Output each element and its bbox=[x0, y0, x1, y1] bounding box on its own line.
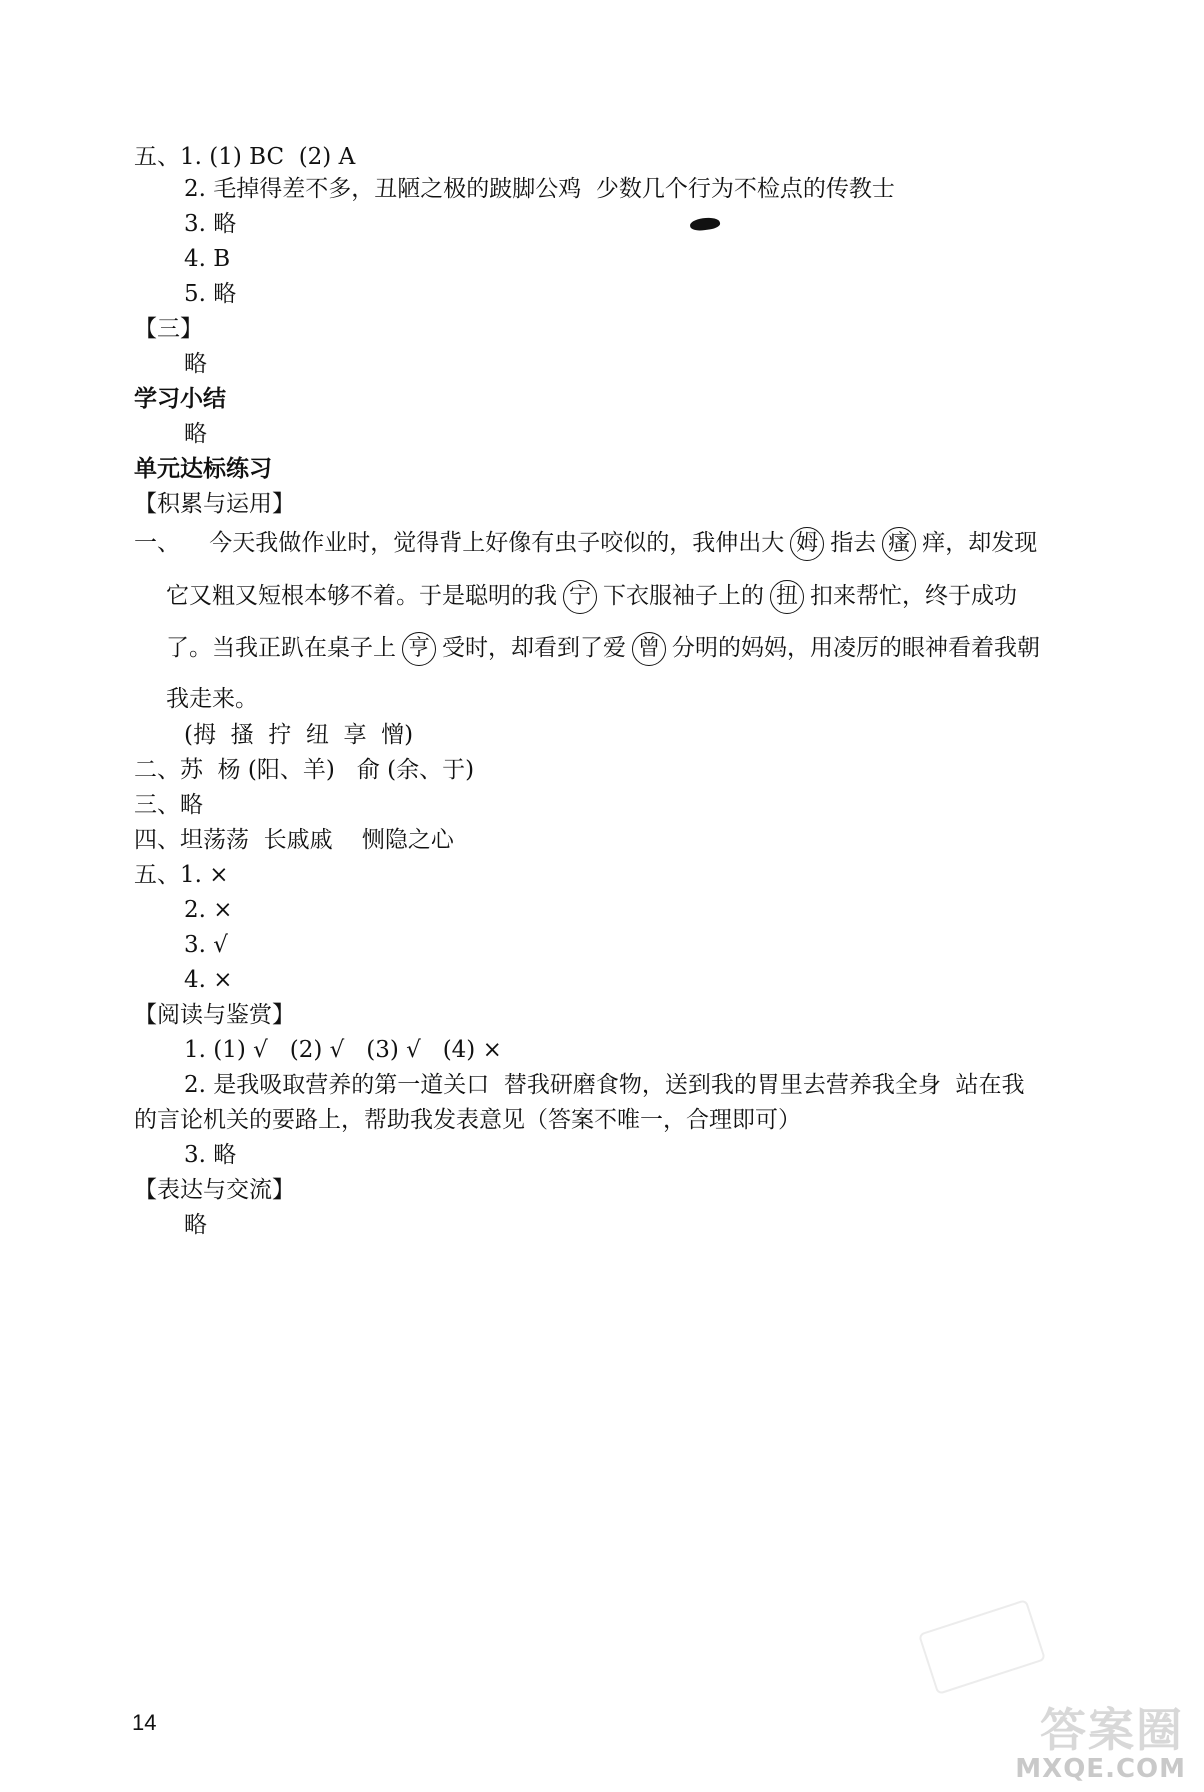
item-5-1: 五、1. (1) BC (2) A bbox=[134, 144, 356, 170]
ink-smudge bbox=[689, 216, 720, 232]
section-expression: 【表达与交流】 bbox=[134, 1177, 295, 1203]
text-segment: 扣来帮忙，终于成功 bbox=[810, 583, 1017, 609]
section-accumulation: 【积累与运用】 bbox=[134, 491, 295, 517]
page-number: 14 bbox=[132, 1710, 157, 1735]
item-5b-2: 2. × bbox=[184, 897, 233, 923]
section-three-answer: 略 bbox=[184, 351, 207, 377]
text-segment: 指去 bbox=[830, 530, 877, 556]
circled-char: 瘙 bbox=[882, 527, 916, 561]
circled-char: 亨 bbox=[402, 632, 436, 666]
item-5-5: 5. 略 bbox=[184, 281, 237, 307]
reading-2: 2. 是我吸取营养的第一道关口 替我研磨食物，送到我的胃里去营养我全身 站在我 bbox=[184, 1072, 1025, 1098]
circled-char: 扭 bbox=[770, 580, 804, 614]
item-5b-4: 4. × bbox=[184, 967, 233, 993]
correction-line-4: 我走来。 bbox=[166, 686, 258, 712]
text-segment: 一、 今天我做作业时，觉得背上好像有虫子咬似的，我伸出大 bbox=[134, 530, 785, 556]
text-segment: 它又粗又短根本够不着。于是聪明的我 bbox=[166, 583, 557, 609]
correction-line-3 bbox=[166, 632, 1040, 666]
item-5-2: 2. 毛掉得差不多，丑陋之极的跛脚公鸡 少数几个行为不检点的传教士 bbox=[184, 176, 895, 202]
item-2: 二、苏 杨 (阳、羊) 俞 (余、于) bbox=[134, 757, 475, 783]
correction-line-2 bbox=[166, 580, 1017, 614]
text-segment: 痒，却发现 bbox=[922, 530, 1038, 556]
item-4: 四、坦荡荡 长戚戚 恻隐之心 bbox=[134, 827, 454, 853]
faint-stamp-mark bbox=[918, 1599, 1046, 1695]
circled-char: 宁 bbox=[563, 580, 597, 614]
text-segment: 分明的妈妈，用凌厉的眼神看着我朝 bbox=[672, 635, 1040, 661]
watermark-title: 答案圈 bbox=[1040, 1703, 1184, 1757]
reading-3: 3. 略 bbox=[184, 1142, 237, 1168]
text-segment: 受时，却看到了爱 bbox=[442, 635, 626, 661]
circled-char: 姆 bbox=[790, 527, 824, 561]
item-5b-1: 五、1. × bbox=[134, 862, 229, 888]
text-segment: 下衣服袖子上的 bbox=[603, 583, 764, 609]
expression-answer: 略 bbox=[184, 1212, 207, 1238]
heading-study-summary: 学习小结 bbox=[134, 386, 226, 412]
watermark-logo bbox=[1000, 1690, 1200, 1790]
study-summary-answer: 略 bbox=[184, 421, 207, 447]
section-three: 【三】 bbox=[134, 316, 203, 342]
watermark-site: MXQE.COM bbox=[1015, 1754, 1186, 1784]
correction-line-1 bbox=[134, 527, 1037, 561]
reading-2-cont: 的言论机关的要路上，帮助我发表意见（答案不唯一，合理即可） bbox=[134, 1107, 801, 1133]
section-reading: 【阅读与鉴赏】 bbox=[134, 1002, 295, 1028]
circled-char: 曾 bbox=[632, 632, 666, 666]
heading-unit-practice: 单元达标练习 bbox=[134, 456, 272, 482]
item-3: 三、略 bbox=[134, 792, 203, 818]
corrected-chars: (拇 搔 拧 纽 享 憎) bbox=[184, 722, 414, 748]
item-5b-3: 3. √ bbox=[184, 932, 228, 958]
item-5-4: 4. B bbox=[184, 246, 231, 272]
text-segment: 了。当我正趴在桌子上 bbox=[166, 635, 396, 661]
reading-1: 1. (1) √ (2) √ (3) √ (4) × bbox=[184, 1037, 502, 1063]
item-5-3: 3. 略 bbox=[184, 211, 237, 237]
